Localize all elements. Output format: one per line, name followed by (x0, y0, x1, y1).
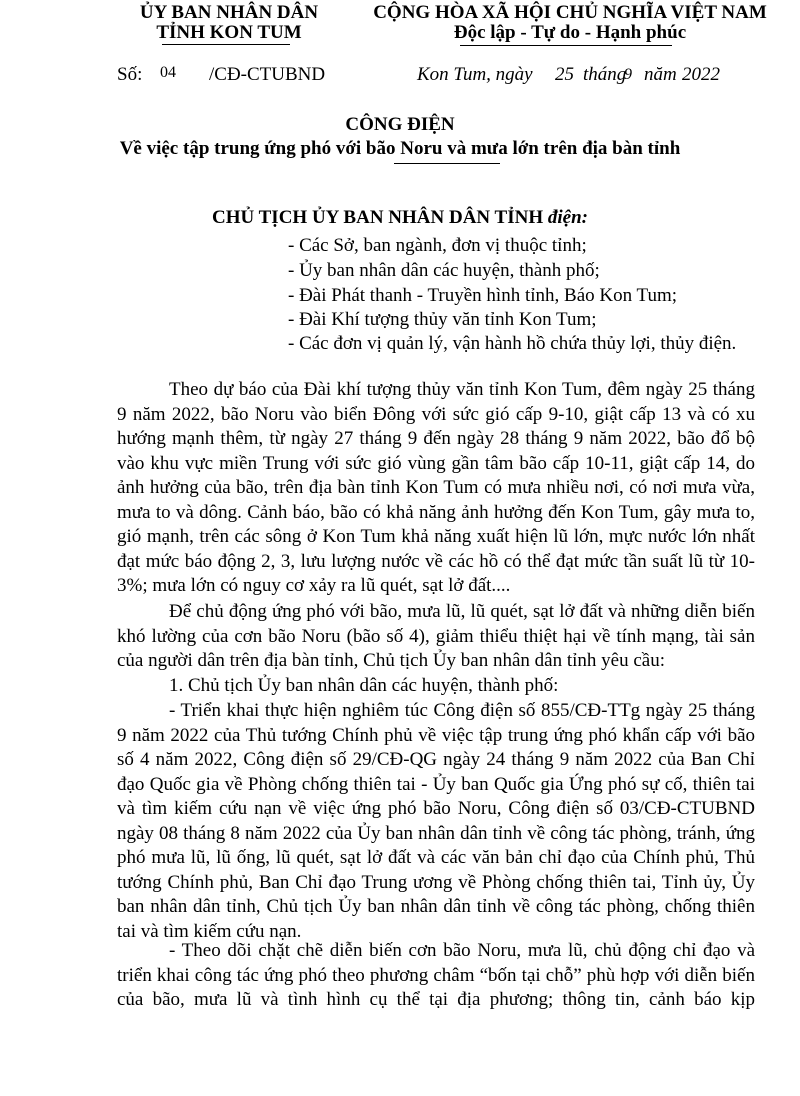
date-year-label: năm (644, 64, 677, 85)
sender-verb: điện: (547, 207, 588, 228)
body-paragraph-2 (117, 600, 755, 674)
doc-number-suffix: /CĐ-CTUBND (209, 64, 326, 85)
date-year: 2022 (682, 64, 720, 85)
agency-name-line1: ỦY BAN NHÂN DÂN (139, 2, 319, 23)
recipient-item: - Đài Phát thanh - Truyền hình tỉnh, Báo Kon Tum; (288, 285, 677, 306)
doc-number-label: Số: (117, 64, 143, 85)
sender-title: CHỦ TỊCH ỦY BAN NHÂN DÂN TỈNH (212, 207, 544, 228)
body-paragraph-4 (117, 699, 755, 944)
place-date-prefix: Kon Tum, ngày (417, 64, 533, 85)
nation-name: CỘNG HÒA XÃ HỘI CHỦ NGHĨA VIỆT NAM (373, 2, 767, 23)
body-text: 1. Chủ tịch Ủy ban nhân dân các huyện, thành phố: (169, 675, 559, 696)
date-day: 25 (555, 64, 574, 85)
agency-underline (162, 44, 290, 45)
sender-line (0, 207, 800, 229)
recipient-item: - Ủy ban nhân dân các huyện, thành phố; (288, 260, 600, 281)
body-paragraph-1 (117, 378, 755, 599)
document-title: CÔNG ĐIỆN (345, 114, 455, 135)
body-text: - Theo dõi chặt chẽ diễn biến cơn bão Noru, mưa lũ, chủ động chỉ đạo và triển khai công tác ứng phó theo phương châm “bốn tại chỗ” phù hợp với diễn biến của bão, mưa lũ và tình hình cụ thể tại địa phương; thông tin, cảnh báo kịp (117, 940, 755, 1010)
motto-underline (460, 45, 672, 46)
body-paragraph-5 (117, 939, 755, 1013)
subtitle-underline (394, 163, 500, 164)
body-text: Để chủ động ứng phó với bão, mưa lũ, lũ quét, sạt lở đất và những diễn biến khó lường của cơn bão Noru (bão số 4), giảm thiểu thiệt hại về tính mạng, tài sản của người dân trên địa bàn tỉnh, Chủ tịch Ủy ban nhân dân tỉnh yêu cầu: (117, 601, 755, 671)
document-subtitle: Về việc tập trung ứng phó với bão Noru và mưa lớn trên địa bàn tỉnh (119, 138, 681, 159)
date-month-label: tháng (583, 64, 627, 85)
recipient-item: - Đài Khí tượng thủy văn tỉnh Kon Tum; (288, 309, 597, 330)
body-text: Theo dự báo của Đài khí tượng thủy văn tỉnh Kon Tum, đêm ngày 25 tháng 9 năm 2022, bão Noru vào biển Đông với sức gió cấp 9-10, giật cấp 13 và có xu hướng mạnh thêm, từ ngày 27 tháng 9 đến ngày 28 tháng 9 năm 2022, bão đổ bộ vào khu vực miền Trung với sức gió vùng gần tâm bão cấp 10-11, giật cấp 14, do ảnh hưởng của bão, trên địa bàn tỉnh Kon Tum có mưa nhiều nơi, có nơi mưa vừa, mưa to và dông. Cảnh báo, bão có khả năng ảnh hưởng đến Kon Tum, gây mưa to, gió mạnh, trên các sông ở Kon Tum khả năng xuất hiện lũ lớn, mực nước lớn nhất đạt mức báo động 2, 3, lưu lượng nước về các hồ có thể đạt mức tần suất lũ từ 10-3%; mưa lớn có nguy cơ xảy ra lũ quét, sạt lở đất.... (117, 379, 755, 596)
agency-name-line2: TỈNH KON TUM (156, 22, 302, 43)
doc-number: 04 (160, 64, 176, 81)
recipient-item: - Các Sở, ban ngành, đơn vị thuộc tỉnh; (288, 235, 587, 256)
recipient-item: - Các đơn vị quản lý, vận hành hồ chứa thủy lợi, thủy điện. (288, 333, 737, 354)
date-month: 9 (624, 66, 632, 83)
national-motto: Độc lập - Tự do - Hạnh phúc (453, 22, 687, 43)
body-paragraph-3 (117, 674, 755, 699)
body-text: - Triển khai thực hiện nghiêm túc Công điện số 855/CĐ-TTg ngày 25 tháng 9 năm 2022 của Thủ tướng Chính phủ về việc tập trung ứng phó khẩn cấp với bão số 4 năm 2022, Công điện số 29/CĐ-QG ngày 24 tháng 9 năm 2022 của Ban Chỉ đạo Quốc gia về Phòng chống thiên tai - Ủy ban Quốc gia Ứng phó sự cố, thiên tai và tìm kiếm cứu nạn về việc ứng phó bão Noru, Công điện số 03/CĐ-CTUBND ngày 08 tháng 8 năm 2022 của Ủy ban nhân dân tỉnh về công tác phòng, tránh, ứng phó mưa lũ, lũ ống, lũ quét, sạt lở đất và các văn bản chỉ đạo của Chính phủ, Thủ tướng Chính phủ, Ban Chỉ đạo Trung ương về Phòng chống thiên tai, Tỉnh ủy, Ủy ban nhân dân tỉnh, Chủ tịch Ủy ban nhân dân tỉnh về công tác phòng, chống thiên tai và tìm kiếm cứu nạn. (117, 700, 755, 942)
